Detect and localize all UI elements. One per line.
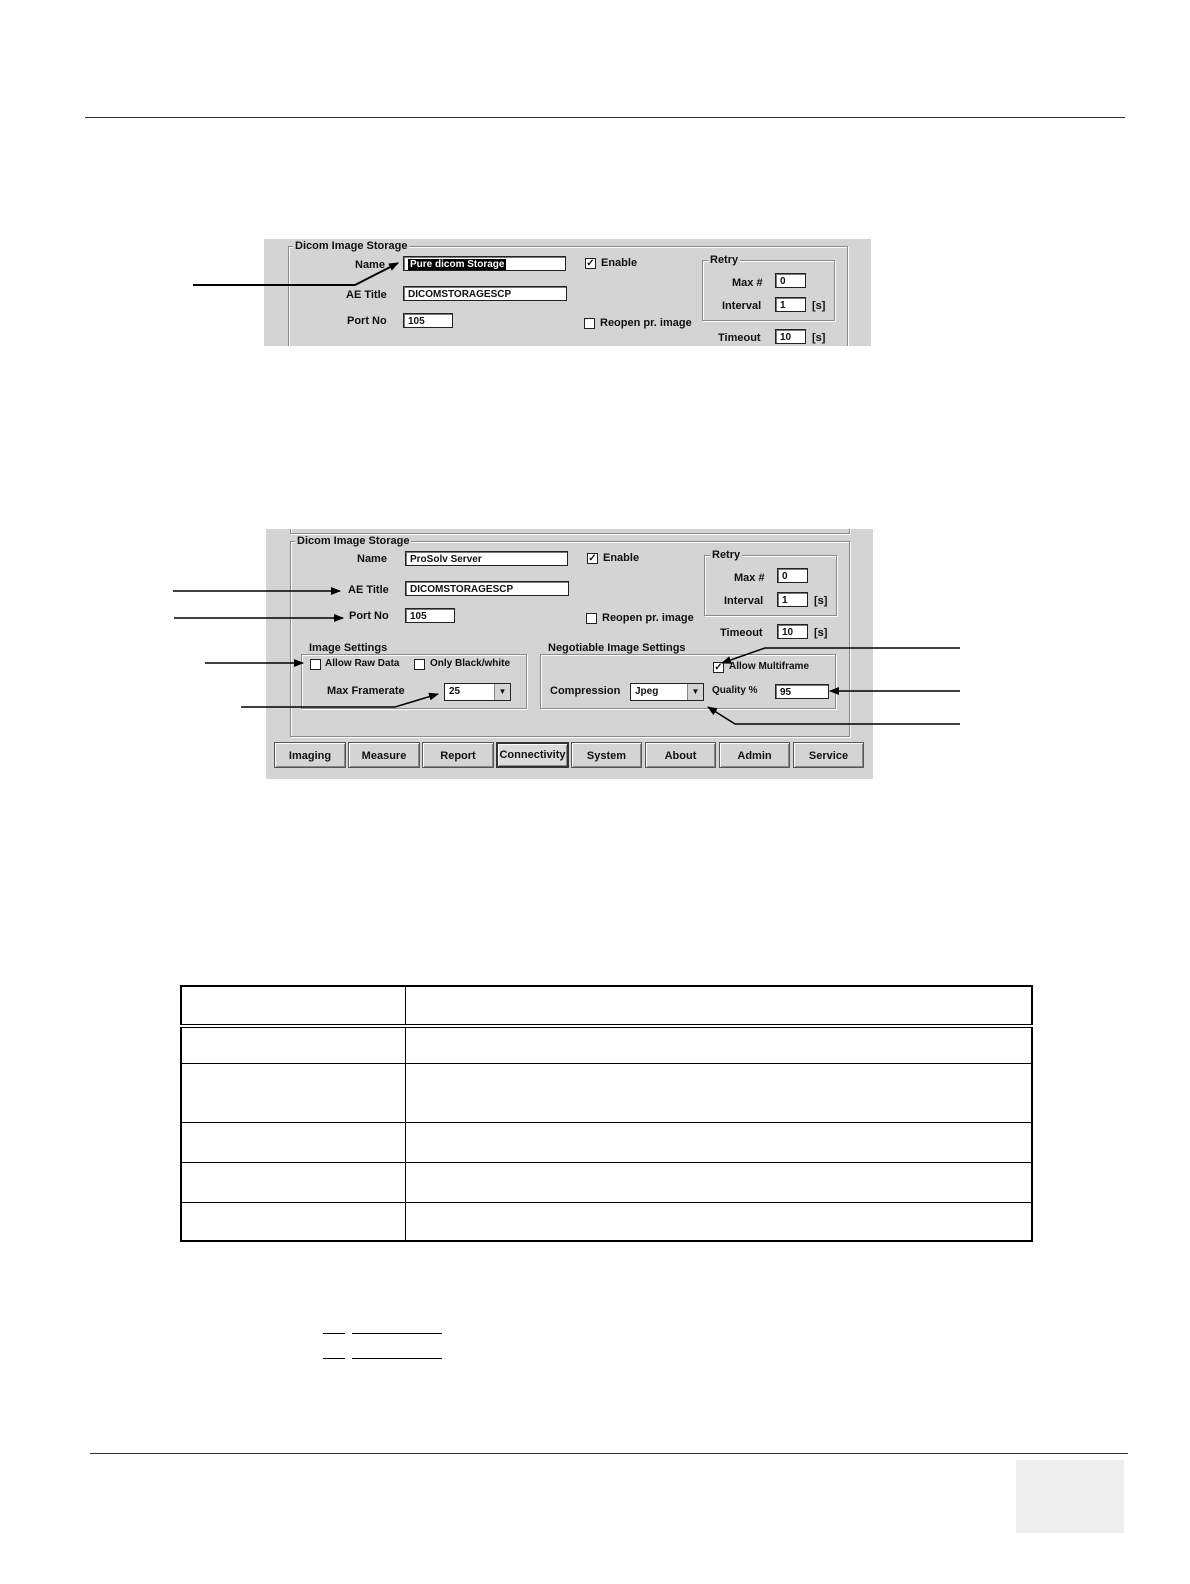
timeout-unit: [s]	[812, 332, 826, 344]
interval-unit: [s]	[814, 595, 828, 607]
enable-checkbox[interactable]: ✓	[588, 553, 597, 564]
arrow-compression	[708, 707, 960, 724]
interval-field[interactable]: 1	[775, 297, 806, 312]
table-cell	[406, 1162, 1033, 1202]
quality-field[interactable]: 95	[775, 684, 829, 699]
underline-short	[323, 1333, 345, 1334]
compression-value: Jpeg	[635, 686, 659, 697]
table-header-cell	[406, 986, 1033, 1026]
max-framerate-value: 25	[449, 686, 461, 697]
name-label: Name	[357, 553, 387, 565]
name-label: Name	[355, 259, 385, 271]
reopen-label: Reopen pr. image	[602, 612, 694, 624]
name-value: Pure dicom Storage	[410, 259, 505, 270]
table-row	[181, 1202, 1032, 1241]
chevron-down-icon[interactable]: ▼	[687, 684, 703, 700]
allow-multiframe-label: Allow Multiframe	[729, 661, 810, 672]
table-row	[181, 1162, 1032, 1202]
ae-title-field[interactable]: DICOMSTORAGESCP	[405, 581, 569, 596]
table-cell	[406, 1026, 1033, 1063]
settings-table	[180, 985, 1033, 1242]
enable-label: Enable	[601, 257, 638, 269]
table-cell	[406, 1122, 1033, 1162]
allow-raw-label: Allow Raw Data	[325, 658, 400, 669]
underline-long	[352, 1358, 442, 1359]
timeout-unit: [s]	[814, 627, 828, 639]
table-cell	[181, 1202, 406, 1241]
interval-label: Interval	[724, 595, 764, 607]
ae-title-label: AE Title	[346, 289, 387, 301]
table-cell	[181, 1026, 406, 1063]
image-settings-title: Image Settings	[309, 642, 388, 654]
tab-service[interactable]: Service	[793, 742, 864, 768]
dicom-image-storage-title: Dicom Image Storage	[297, 535, 410, 547]
tab-admin[interactable]: Admin	[719, 742, 790, 768]
interval-field[interactable]: 1	[777, 592, 808, 607]
quality-label: Quality %	[712, 685, 758, 696]
interval-label: Interval	[722, 300, 762, 312]
arrow-name-field	[193, 263, 398, 285]
max-label: Max #	[734, 572, 765, 584]
port-no-field[interactable]: 105	[405, 608, 455, 623]
arrow-max-framerate	[241, 694, 438, 707]
table-cell	[406, 1063, 1033, 1122]
retry-title: Retry	[712, 549, 741, 561]
timeout-field[interactable]: 10	[777, 624, 808, 639]
arrow-allow-multiframe	[722, 648, 960, 663]
ae-title-label: AE Title	[348, 584, 389, 596]
ae-title-field[interactable]: DICOMSTORAGESCP	[403, 286, 567, 301]
only-bw-label: Only Black/white	[430, 658, 511, 669]
allow-multiframe-checkbox[interactable]: ✓	[714, 662, 723, 673]
dicom-image-storage-title: Dicom Image Storage	[295, 240, 408, 252]
enable-checkbox[interactable]: ✓	[586, 258, 595, 269]
chevron-down-icon[interactable]: ▼	[494, 684, 510, 700]
table-row	[181, 1063, 1032, 1122]
reopen-label: Reopen pr. image	[600, 317, 692, 329]
negotiable-settings-title: Negotiable Image Settings	[548, 642, 686, 654]
port-no-label: Port No	[349, 610, 389, 622]
timeout-field[interactable]: 10	[775, 329, 806, 344]
table-header-cell	[181, 986, 406, 1026]
port-no-field[interactable]: 105	[403, 313, 453, 328]
table-row	[181, 1122, 1032, 1162]
retry-title: Retry	[710, 254, 739, 266]
max-field[interactable]: 0	[777, 568, 808, 583]
enable-label: Enable	[603, 552, 640, 564]
table-cell	[181, 1162, 406, 1202]
table-cell	[406, 1202, 1033, 1241]
table-cell	[181, 1063, 406, 1122]
table-header-row	[181, 986, 1032, 1026]
underline-long	[352, 1333, 442, 1334]
max-field[interactable]: 0	[775, 273, 806, 288]
tab-about[interactable]: About	[645, 742, 716, 768]
tab-imaging[interactable]: Imaging	[274, 742, 346, 768]
tab-report[interactable]: Report	[422, 742, 494, 768]
timeout-label: Timeout	[718, 332, 761, 344]
tab-connectivity[interactable]: Connectivity	[496, 742, 569, 768]
max-label: Max #	[732, 277, 763, 289]
port-no-label: Port No	[347, 315, 387, 327]
table-row	[181, 1026, 1032, 1063]
tab-system[interactable]: System	[571, 742, 642, 768]
max-framerate-label: Max Framerate	[327, 685, 405, 697]
compression-label: Compression	[550, 685, 621, 697]
underline-short	[323, 1358, 345, 1359]
timeout-label: Timeout	[720, 627, 763, 639]
interval-unit: [s]	[812, 300, 826, 312]
table-cell	[181, 1122, 406, 1162]
name-field[interactable]: ProSolv Server	[405, 551, 568, 566]
tab-measure[interactable]: Measure	[348, 742, 420, 768]
